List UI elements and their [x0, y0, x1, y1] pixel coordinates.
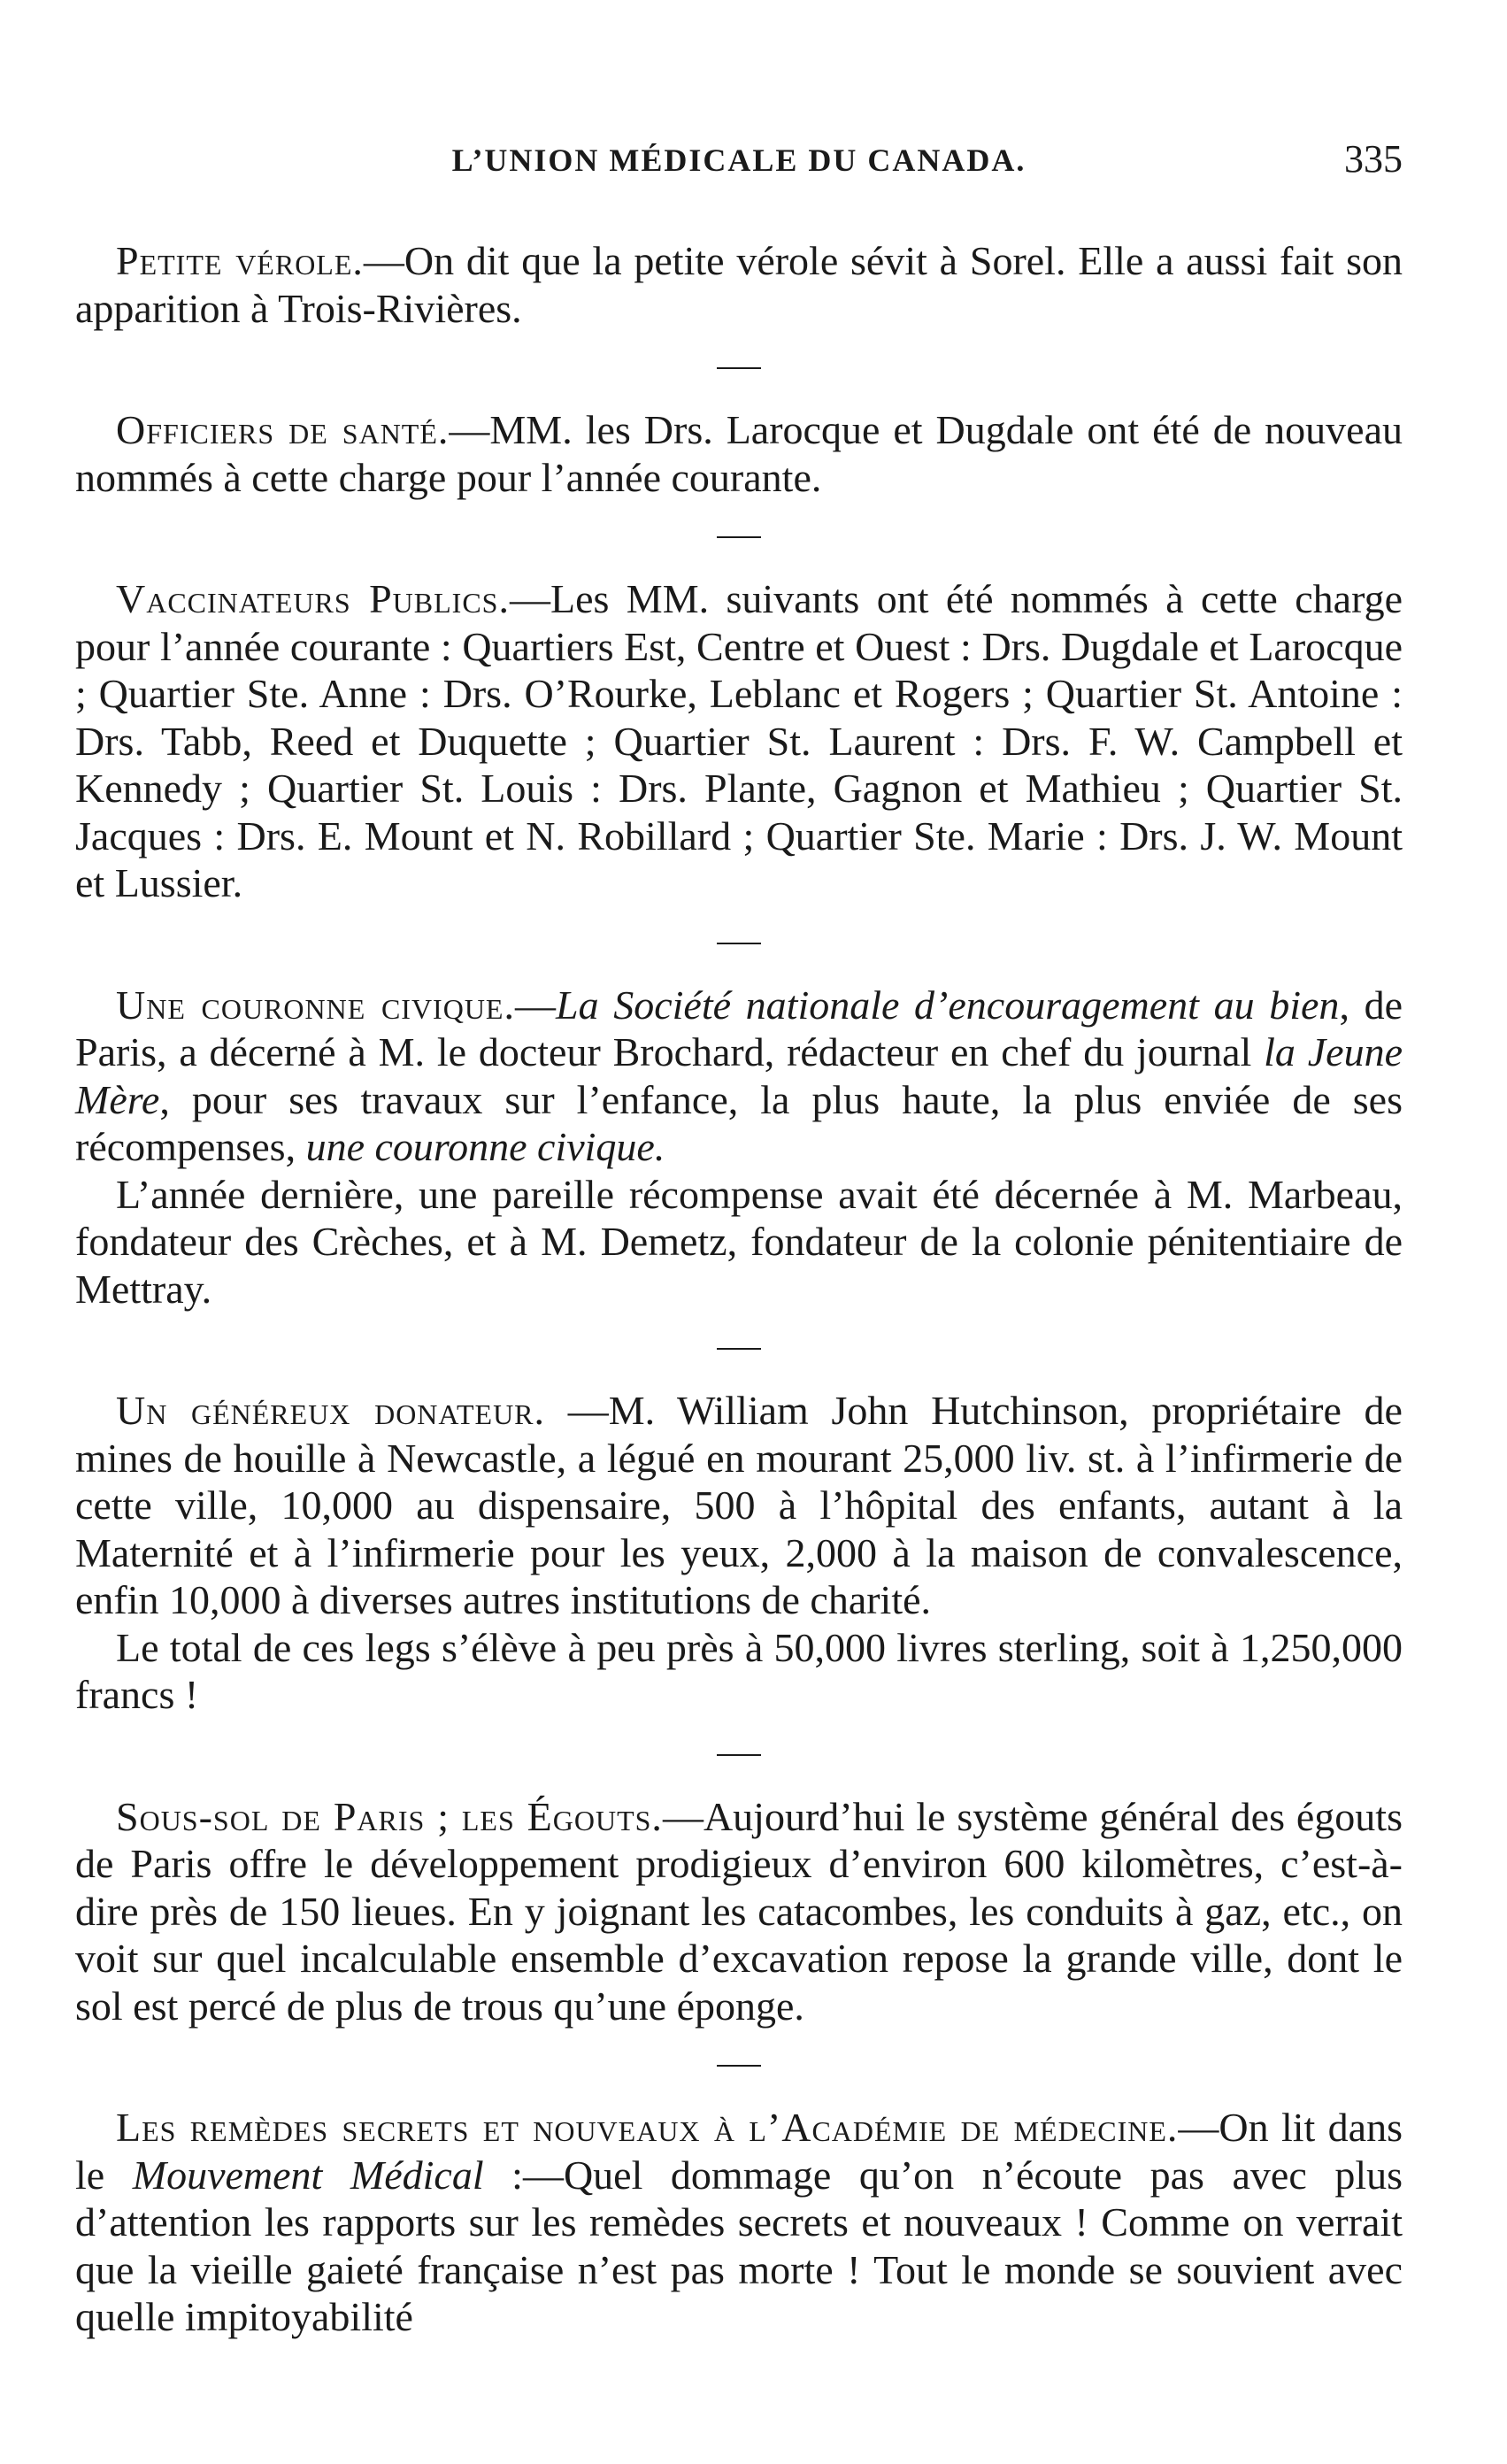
section-divider — [717, 1754, 761, 1756]
section-divider — [717, 2065, 761, 2067]
section-sous-sol-de-paris — [75, 1793, 1403, 2030]
paragraph-text: —M. William John Hutchinson, propriétaire de mines de houille à Newcastle, a légué en mourant 25,000 liv. st. à l’infirmerie de cette ville, 10,000 au dispensaire, 500 à l’hôpital des enfants, autant à la Maternité et à l’infirmerie pour les yeux, 2,000 à la maison de convalescence, enfin 10,000 à diverses autres institutions de charité. — [75, 1388, 1403, 1622]
paragraph — [75, 1793, 1403, 2030]
section-title: Vaccinateurs Publics. — [116, 576, 510, 621]
paragraph-text: —Les MM. suivants ont été nommés à cette charge pour l’année courante : Quartiers Est, Centre et Ouest : Drs. Dugdale et Larocque ; Quartier Ste. Anne : Drs. O’Rourke, Leblanc et Rogers ; Quartier St. Antoine : Drs. Tabb, Reed et Duquette ; Quartier St. Laurent : Drs. F. W. Campbell et Kennedy ; Quartier St. Louis : Drs. Plante, Gagnon et Mathieu ; Quartier St. Jacques : Drs. E. Mount et N. Robillard ; Quartier Ste. Marie : Drs. J. W. Mount et Lussier. — [75, 576, 1403, 905]
section-title: Les remèdes secrets et nouveaux à l’Académie de médecine. — [116, 2105, 1179, 2150]
italic-journal-title: la Jeune Mère — [75, 1029, 1403, 1122]
section-couronne-civique — [75, 982, 1403, 1313]
section-officiers-de-sante — [75, 406, 1403, 501]
italic-society-name: La Société nationale d’encouragement au bien — [555, 982, 1340, 1028]
section-remedes-secrets — [75, 2104, 1403, 2341]
paragraph-text: —MM. les Drs. Larocque et Dugdale ont été de nouveau nommés à cette charge pour l’année courante. — [75, 407, 1403, 500]
section-divider — [717, 367, 761, 369]
paragraph-text: :—Quel dommage qu’on n’écoute pas avec plus d’attention les rapports sur les remèdes secrets et nouveaux ! Comme on verrait que la vieille gaieté française n’est pas morte ! Tout le monde se souvient avec quelle impitoyabilité — [75, 2152, 1403, 2339]
section-title: Petite vérole. — [116, 238, 364, 283]
section-title: Sous-sol de Paris ; les Égouts. — [116, 1793, 663, 1839]
page-number: 335 — [1344, 137, 1403, 181]
running-head: L’UNION MÉDICALE DU CANADA. — [451, 142, 1026, 178]
section-divider — [717, 536, 761, 538]
paragraph-text: —On lit dans le — [75, 2105, 1403, 2198]
paragraph: Le total de ces legs s’élève à peu près à 50,000 livres sterling, soit à 1,250,000 francs ! — [75, 1624, 1403, 1717]
paragraph — [75, 2104, 1403, 2341]
italic-award-name: une couronne civique. — [305, 1124, 665, 1169]
article-column — [75, 237, 1403, 2341]
section-title: Un généreux donateur. — [116, 1388, 546, 1433]
section-title: Officiers de santé. — [116, 407, 450, 452]
section-vaccinateurs-publics — [75, 575, 1403, 907]
section-title: Une couronne civique. — [116, 982, 515, 1028]
section-petite-verole — [75, 237, 1403, 332]
paragraph — [75, 406, 1403, 501]
paragraph-text: —Aujourd’hui le système général des égouts de Paris offre le développement prodigieux d’environ 600 kilomètres, c’est-à-dire près de 150 lieues. En y joignant les catacombes, les conduits à gaz, etc., on voit sur quel incalculable ensemble d’excavation repose la grande ville, dont le sol est percé de plus de trous qu’une éponge. — [75, 1793, 1403, 2029]
section-divider — [717, 1348, 761, 1350]
paragraph: L’année dernière, une pareille récompense avait été décernée à M. Marbeau, fondateur des Crèches, et à M. Demetz, fondateur de la colonie pénitentiaire de Mettray. — [75, 1171, 1403, 1312]
page-header — [75, 137, 1403, 195]
italic-journal-title: Mouvement Médical — [132, 2152, 484, 2198]
paragraph — [75, 575, 1403, 907]
paragraph-text: , de Paris, a décerné à M. le docteur Brochard, rédacteur en chef du journal — [75, 982, 1403, 1074]
paragraph — [75, 1387, 1403, 1624]
dash: — — [514, 982, 556, 1028]
paragraph-text: —On dit que la petite vérole sévit à Sorel. Elle a aussi fait son apparition à Trois-Rivières. — [75, 238, 1403, 331]
paragraph-text: , pour ses travaux sur l’enfance, la plus haute, la plus enviée de ses récompenses, — [75, 1076, 1403, 1169]
section-divider — [717, 943, 761, 944]
section-genereux-donateur — [75, 1387, 1403, 1719]
paragraph — [75, 982, 1403, 1171]
paragraph — [75, 237, 1403, 332]
